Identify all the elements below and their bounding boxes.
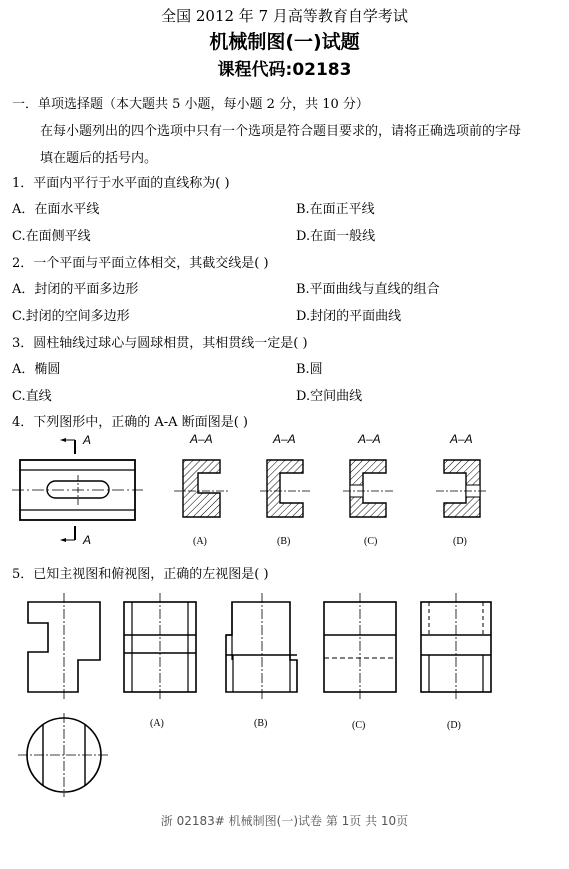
question-5: 5．已知主视图和俯视图，正确的左视图是( ): [12, 567, 269, 582]
q3-option-a: A．椭圆: [12, 362, 61, 377]
q5-label-b: (B): [254, 718, 268, 729]
subject-title: 机械制图(一)试题: [209, 31, 360, 53]
q1-option-c: C.在面侧平线: [12, 229, 91, 244]
q4-section-options: [0, 455, 569, 535]
q1-option-b: B.在面正平线: [296, 202, 375, 217]
section-mark-bottom: A: [83, 533, 92, 547]
q2-option-d: D.封闭的平面曲线: [296, 309, 402, 324]
q5-label-c: (C): [352, 720, 366, 731]
question-1: 1．平面内平行于水平面的直线称为( ): [12, 176, 230, 191]
section-mark-top: A: [83, 433, 92, 447]
course-code: 课程代码:02183: [217, 60, 352, 80]
exam-title: 全国 2012 年 7 月高等教育自学考试: [161, 7, 408, 25]
q3-option-b: B.圆: [296, 362, 323, 377]
section-title-a: A–A: [190, 432, 213, 446]
section-title-c: A–A: [358, 432, 381, 446]
q3-option-d: D.空间曲线: [296, 389, 363, 404]
q1-option-d: D.在面一般线: [296, 229, 376, 244]
question-3: 3．圆柱轴线过球心与圆球相贯，其相贯线一定是( ): [12, 336, 308, 351]
q5-figures: [0, 585, 569, 795]
q4-label-b: (B): [277, 536, 291, 547]
q2-option-a: A．封闭的平面多边形: [12, 282, 139, 297]
question-2: 2．一个平面与平面立体相交，其截交线是( ): [12, 256, 269, 271]
question-4: 4．下列图形中，正确的 A-A 断面图是( ): [12, 415, 248, 430]
instruction-line-2: 填在题后的括号内。: [40, 151, 158, 166]
q1-option-a: A．在面水平线: [12, 202, 100, 217]
section-heading: 一．单项选择题（本大题共 5 小题，每小题 2 分，共 10 分）: [12, 97, 369, 112]
instruction-line-1: 在每小题列出的四个选项中只有一个选项是符合题目要求的，请将正确选项前的字母: [40, 124, 522, 139]
q5-label-d: (D): [447, 720, 461, 731]
q4-label-c: (C): [364, 536, 378, 547]
q3-option-c: C.直线: [12, 389, 52, 404]
q2-option-c: C.封闭的空间多边形: [12, 309, 130, 324]
q4-label-d: (D): [453, 536, 467, 547]
q4-label-a: (A): [193, 536, 207, 547]
section-title-d: A–A: [450, 432, 473, 446]
section-title-b: A–A: [273, 432, 296, 446]
page-footer: 浙 02183# 机械制图(一)试卷 第 1页 共 10页: [160, 814, 409, 828]
q2-option-b: B.平面曲线与直线的组合: [296, 282, 440, 297]
q5-label-a: (A): [150, 718, 164, 729]
